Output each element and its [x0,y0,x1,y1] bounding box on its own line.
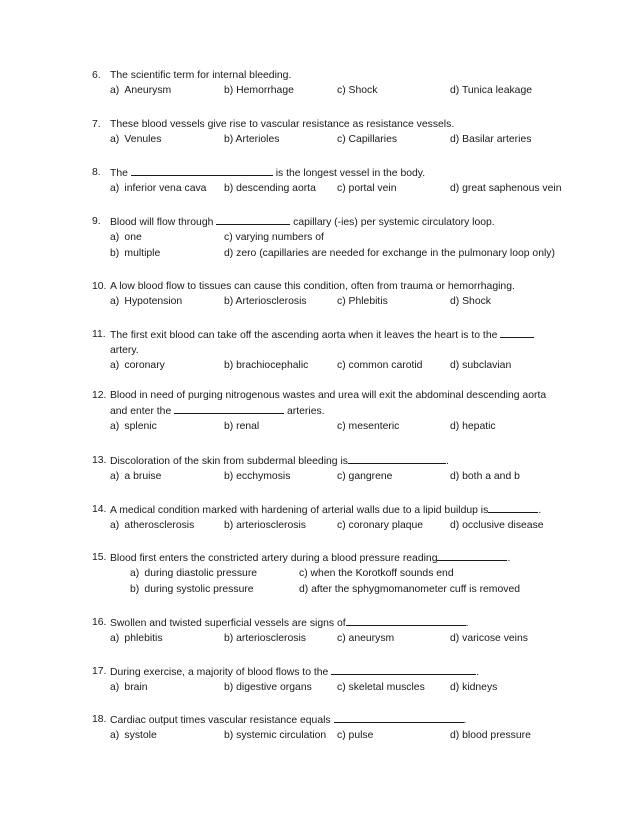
option-a[interactable]: a) during diastolic pressure [130,568,258,579]
question-stem [92,664,572,680]
question-text-after: . [476,667,480,678]
options-row [92,728,572,744]
question-16 [92,615,572,647]
question-6 [92,68,572,99]
question-15 [92,550,572,598]
question-9 [92,214,572,262]
option-d[interactable]: d) great saphenous vein [450,183,562,194]
options-row [92,132,572,148]
question-number: 16. [92,617,107,628]
option-d[interactable]: d) both a and b [450,471,520,482]
option-d[interactable]: d) kidneys [450,682,498,693]
option-a[interactable]: a) systole [110,730,157,741]
option-a[interactable]: a) atherosclerosis [110,520,195,531]
answer-blank[interactable] [488,502,538,513]
option-c[interactable]: c) skeletal muscles [337,682,425,693]
answer-blank[interactable] [331,664,476,675]
question-number: 12. [92,390,107,401]
question-stem [92,117,572,132]
option-b[interactable]: b) renal [224,421,260,432]
answer-blank[interactable] [174,403,284,414]
option-d[interactable]: d) after the sphygmomanometer cuff is removed [299,584,520,595]
option-b[interactable]: b) arteriosclerosis [224,520,306,531]
option-a[interactable]: a) splenic [110,421,157,432]
question-text-before: Blood will flow through [110,217,214,228]
question-11 [92,327,572,374]
question-number: 17. [92,666,107,677]
question-number: 14. [92,504,107,515]
option-c[interactable]: c) aneurysm [337,633,395,644]
question-number: 18. [92,714,107,725]
option-d[interactable]: d) varicose veins [450,633,528,644]
question-17 [92,664,572,696]
question-number: 6. [92,70,101,81]
option-d[interactable]: d) hepatic [450,421,496,432]
question-text-after: is the longest vessel in the body. [275,168,426,179]
question-text-before: The first exit blood can take off the ascending aorta when it leaves the heart is to the [110,330,498,341]
question-10 [92,279,572,310]
option-b[interactable]: b) Arterioles [224,134,280,145]
question-stem [92,388,572,419]
option-a[interactable]: a) coronary [110,360,165,371]
option-a[interactable]: a) a bruise [110,471,162,482]
answer-blank[interactable] [216,214,290,225]
option-b[interactable]: b) systemic circulation [224,730,327,741]
question-text-after: . [507,553,511,564]
question-text-before: Cardiac output times vascular resistance equals [110,715,331,726]
option-a[interactable]: a) Hypotension [110,296,183,307]
options-row [92,566,572,582]
option-b[interactable]: b) during systolic pressure [130,584,254,595]
answer-blank[interactable] [346,615,466,626]
option-c[interactable]: c) coronary plaque [337,520,424,531]
options-row [92,419,572,435]
question-7 [92,117,572,148]
option-b[interactable]: b) brachiocephalic [224,360,309,371]
question-text-after: arteries. [287,406,325,417]
question-number: 9. [92,216,101,227]
question-text-after: . [465,618,469,629]
option-d[interactable]: d) Tunica leakage [450,85,533,96]
question-stem [92,214,572,230]
option-b[interactable]: b) digestive organs [224,682,312,693]
option-c[interactable]: c) gangrene [337,471,393,482]
question-text-before: and enter the [110,406,172,417]
option-c[interactable]: c) varying numbers of [224,232,324,243]
question-text: The scientific term for internal bleeding. [110,70,292,81]
option-d[interactable]: d) subclavian [450,360,512,371]
question-text-after: artery. [110,345,139,356]
option-d[interactable]: d) blood pressure [450,730,531,741]
question-13 [92,453,572,485]
question-text-before: Blood first enters the constricted artery during a blood pressure reading [110,553,438,564]
question-text-after: . [538,505,542,516]
options-row [92,230,572,246]
options-row [92,246,572,262]
question-stem [92,712,572,728]
question-stem [92,453,572,469]
option-c[interactable]: c) Capillaries [337,134,398,145]
option-b[interactable]: b) multiple [110,248,161,259]
question-text-after: . [445,456,449,467]
answer-blank[interactable] [437,550,507,561]
question-text-before: A medical condition marked with hardening of arterial walls due to a lipid buildup is [110,505,489,516]
option-a[interactable]: a) brain [110,682,148,693]
option-c[interactable]: c) portal vein [337,183,397,194]
question-number: 10. [92,281,107,292]
option-c[interactable]: c) common carotid [337,360,423,371]
question-8 [92,165,572,197]
question-stem [92,68,572,83]
option-b[interactable]: b) ecchymosis [224,471,291,482]
question-text-after: . [463,715,467,726]
option-d[interactable]: d) Basilar arteries [450,134,532,145]
option-a[interactable]: a) one [110,232,142,243]
option-b[interactable]: b) Arteriosclerosis [224,296,307,307]
option-a[interactable]: a) Aneurysm [110,85,172,96]
option-c[interactable]: c) pulse [337,730,374,741]
question-text-before: Swollen and twisted superficial vessels are signs of [110,618,346,629]
question-stem [92,615,572,631]
option-d[interactable]: d) Shock [450,296,492,307]
question-number: 7. [92,119,101,130]
question-text-before: The [110,168,128,179]
question-text: These blood vessels give rise to vascular resistance as resistance vessels. [110,119,455,130]
question-text-after: capillary (-ies) per systemic circulatory loop. [293,217,495,228]
option-b[interactable]: b) arteriosclerosis [224,633,306,644]
question-text-before: During exercise, a majority of blood flows to the [110,667,329,678]
question-number: 8. [92,167,101,178]
answer-blank[interactable] [334,712,464,723]
option-a[interactable]: a) inferior vena cava [110,183,207,194]
option-c[interactable]: c) Shock [337,85,378,96]
option-d[interactable]: d) occlusive disease [450,520,544,531]
options-row [92,181,572,197]
option-a[interactable]: a) Venules [110,134,162,145]
option-d[interactable]: d) zero (capillaries are needed for exchange in the pulmonary loop only) [224,248,555,259]
answer-blank[interactable] [500,327,534,338]
option-b[interactable]: b) Hemorrhage [224,85,294,96]
options-row [92,294,572,310]
option-c[interactable]: c) when the Korotkoff sounds end [299,568,454,579]
question-stem [92,165,572,181]
question-stem [92,550,572,566]
option-c[interactable]: c) Phlebitis [337,296,388,307]
options-row [92,358,572,374]
options-row [92,518,572,534]
options-row [92,582,572,598]
options-row [92,469,572,485]
options-row [92,631,572,647]
answer-blank[interactable] [131,165,273,176]
question-12 [92,388,572,435]
question-text: A low blood flow to tissues can cause this condition, often from trauma or hemorrhaging. [110,281,515,292]
question-18 [92,712,572,744]
question-stem [92,327,572,358]
option-a[interactable]: a) phlebitis [110,633,163,644]
question-text-line1: Blood in need of purging nitrogenous wastes and urea will exit the abdominal descending aorta [110,390,547,401]
question-number: 11. [92,329,106,340]
option-c[interactable]: c) mesenteric [337,421,400,432]
question-stem [92,502,572,518]
option-b[interactable]: b) descending aorta [224,183,316,194]
question-14 [92,502,572,534]
question-number: 15. [92,552,107,563]
question-stem [92,279,572,294]
options-row [92,680,572,696]
answer-blank[interactable] [348,453,446,464]
options-row [92,83,572,99]
question-text-before: Discoloration of the skin from subdermal bleeding is [110,456,348,467]
question-number: 13. [92,455,107,466]
